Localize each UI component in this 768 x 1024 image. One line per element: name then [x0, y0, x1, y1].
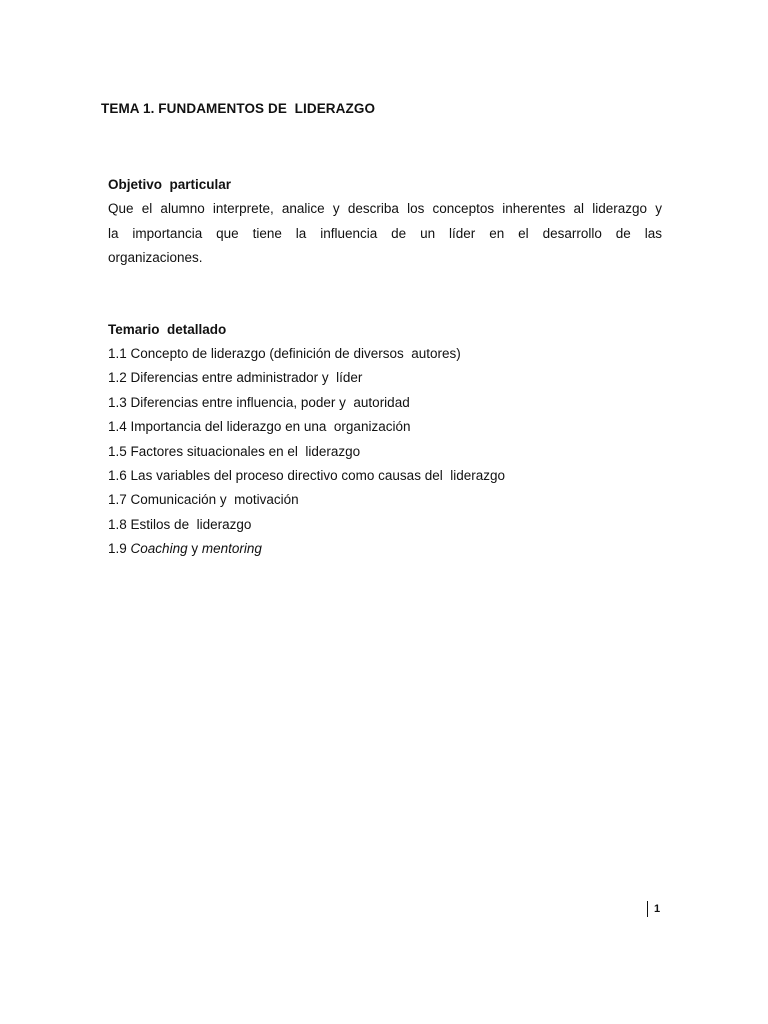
objective-heading: Objetivo particular [108, 177, 232, 192]
syllabus-item [108, 366, 662, 390]
syllabus-item-text: Importancia del liderazgo en una organización [130, 419, 411, 435]
syllabus-item-number: 1.3 [108, 394, 127, 410]
syllabus-item-text: Concepto de liderazgo (definición de diversos autores) [130, 346, 461, 361]
syllabus-item-number: 1.5 [108, 443, 127, 459]
syllabus-item [108, 513, 662, 537]
syllabus-item-text: Estilos de liderazgo [130, 516, 252, 532]
objective-paragraph [108, 197, 662, 271]
objective-section [108, 173, 662, 271]
syllabus-item [108, 415, 662, 439]
syllabus-item-text: Comunicación y motivación [130, 492, 299, 508]
syllabus-item [108, 537, 662, 561]
syllabus-item-number: 1.9 [108, 541, 127, 557]
syllabus-item-text: Factores situacionales en el liderazgo [130, 443, 361, 459]
syllabus-item [108, 391, 662, 415]
syllabus-item-number: 1.6 [108, 468, 127, 484]
syllabus-item [108, 342, 662, 366]
syllabus-item-number: 1.2 [108, 370, 127, 386]
syllabus-heading: Temario detallado [108, 322, 227, 337]
syllabus-item [108, 464, 662, 488]
syllabus-item-text: Diferencias entre administrador y líder [130, 370, 363, 386]
page-number-divider [647, 901, 648, 917]
page-footer [647, 900, 660, 917]
syllabus-item [108, 440, 662, 464]
syllabus-item-text: Las variables del proceso directivo como causas del liderazgo [130, 468, 505, 484]
syllabus-item-italic: Coaching [130, 541, 188, 557]
syllabus-item-italic: mentoring [201, 541, 262, 557]
syllabus-item-number: 1.7 [108, 492, 127, 508]
syllabus-item-text: Diferencias entre influencia, poder y autoridad [130, 394, 410, 410]
page-title: TEMA 1. FUNDAMENTOS DE LIDERAZGO [101, 101, 376, 116]
page-number: 1 [654, 902, 661, 915]
syllabus-item-number: 1.8 [108, 516, 127, 532]
syllabus-section [108, 318, 662, 562]
objective-line: Que el alumno interprete, analice y describa los conceptos inherentes al liderazgo y [108, 201, 662, 216]
syllabus-item-number: 1.4 [108, 419, 127, 435]
syllabus-item [108, 488, 662, 512]
objective-line: la importancia que tiene la influencia de un líder en el desarrollo de las [108, 225, 662, 241]
syllabus-item-joiner: y [187, 541, 202, 557]
syllabus-list [108, 342, 662, 562]
objective-line: organizaciones. [108, 250, 203, 265]
syllabus-item-number: 1.1 [108, 346, 127, 361]
